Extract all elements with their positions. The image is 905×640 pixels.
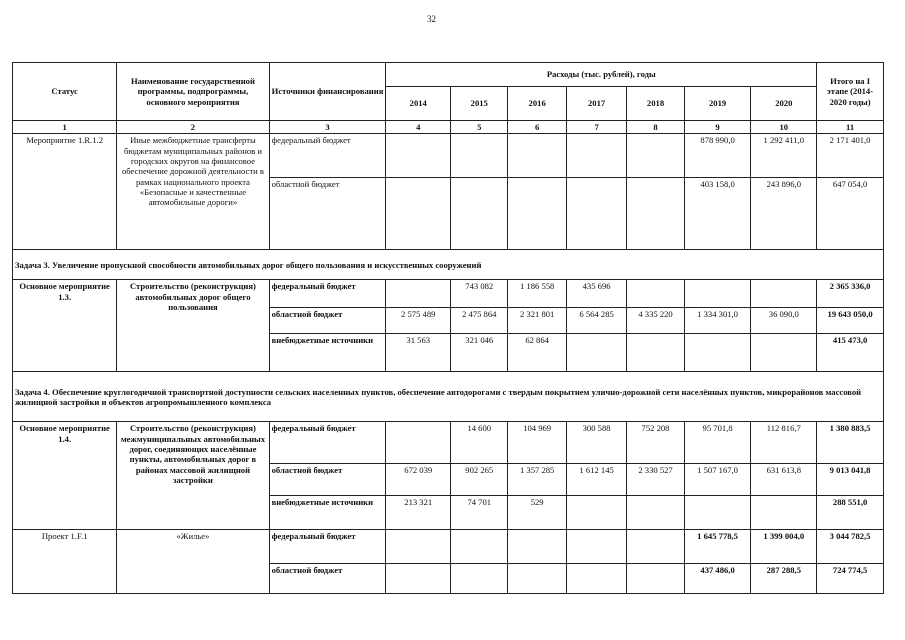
value-cell <box>508 564 566 594</box>
row-source: федеральный бюджет <box>269 134 386 178</box>
value-cell <box>386 134 451 178</box>
value-cell <box>566 496 627 530</box>
value-cell: 243 896,0 <box>751 178 817 250</box>
value-cell <box>627 564 684 594</box>
value-cell <box>386 422 451 464</box>
value-cell: 529 <box>508 496 566 530</box>
value-cell <box>508 178 566 250</box>
row-status: Проект 1.F.1 <box>13 530 117 594</box>
total-cell: 288 551,0 <box>817 496 884 530</box>
column-number: 1 <box>13 121 117 134</box>
header-year: 2016 <box>508 87 566 121</box>
expenses-table <box>12 62 884 594</box>
value-cell <box>751 280 817 308</box>
header-status: Статус <box>13 63 117 121</box>
total-cell: 9 013 041,8 <box>817 464 884 496</box>
total-cell: 19 643 050,0 <box>817 308 884 334</box>
value-cell: 1 507 167,0 <box>684 464 751 496</box>
page-number: 32 <box>427 14 436 24</box>
table-row <box>13 422 884 464</box>
value-cell: 4 335 220 <box>627 308 684 334</box>
value-cell: 36 090,0 <box>751 308 817 334</box>
value-cell <box>386 178 451 250</box>
table-row <box>13 134 884 178</box>
task-4-heading: Задача 4. Обеспечение круглогодичной транспортной доступности сельских населенных пунктов, обеспечение автодорогами с твердым покрытием улично-дорожной сети населённых пунктов, микрорайонов массовой жилищной застройки и объектов агропромышленного комплекса <box>13 372 884 422</box>
row-source: федеральный бюджет <box>269 422 386 464</box>
value-cell: 6 564 285 <box>566 308 627 334</box>
value-cell: 31 563 <box>386 334 451 372</box>
value-cell <box>451 530 508 564</box>
value-cell: 743 082 <box>451 280 508 308</box>
value-cell <box>751 496 817 530</box>
value-cell <box>684 280 751 308</box>
value-cell: 1 292 411,0 <box>751 134 817 178</box>
header-year: 2018 <box>627 87 684 121</box>
row-source: федеральный бюджет <box>269 530 386 564</box>
header-year: 2014 <box>386 87 451 121</box>
header-year: 2020 <box>751 87 817 121</box>
value-cell <box>386 530 451 564</box>
column-number: 5 <box>451 121 508 134</box>
value-cell <box>627 134 684 178</box>
value-cell: 321 046 <box>451 334 508 372</box>
value-cell: 2 575 489 <box>386 308 451 334</box>
task-row <box>13 250 884 280</box>
header-total: Итого на I этапе (2014-2020 годы) <box>817 63 884 121</box>
value-cell: 300 588 <box>566 422 627 464</box>
header-sources: Источники финансирования <box>269 63 386 121</box>
value-cell: 1 334 301,0 <box>684 308 751 334</box>
value-cell <box>451 134 508 178</box>
row-source: областной бюджет <box>269 464 386 496</box>
value-cell <box>566 134 627 178</box>
value-cell <box>508 530 566 564</box>
value-cell <box>684 334 751 372</box>
column-number: 11 <box>817 121 884 134</box>
value-cell <box>627 496 684 530</box>
value-cell: 213 321 <box>386 496 451 530</box>
value-cell <box>386 564 451 594</box>
value-cell <box>684 496 751 530</box>
row-source: внебюджетные источники <box>269 496 386 530</box>
column-number: 4 <box>386 121 451 134</box>
value-cell <box>386 280 451 308</box>
value-cell: 435 696 <box>566 280 627 308</box>
value-cell <box>566 564 627 594</box>
value-cell: 2 321 801 <box>508 308 566 334</box>
value-cell <box>566 530 627 564</box>
value-cell: 2 475 864 <box>451 308 508 334</box>
column-number: 8 <box>627 121 684 134</box>
row-name: Строительство (реконструкция) межмуниципальных автомобильных дорог, соединяющих населённые пункты, автомобильных дорог в районах массовой жилищной застройки <box>117 422 269 530</box>
value-cell <box>451 564 508 594</box>
column-number: 2 <box>117 121 269 134</box>
value-cell: 403 158,0 <box>684 178 751 250</box>
header-year: 2019 <box>684 87 751 121</box>
value-cell: 1 186 558 <box>508 280 566 308</box>
value-cell: 62 864 <box>508 334 566 372</box>
value-cell <box>566 178 627 250</box>
total-cell: 724 774,5 <box>817 564 884 594</box>
row-name: «Жилье» <box>117 530 269 594</box>
value-cell <box>566 334 627 372</box>
value-cell: 878 990,0 <box>684 134 751 178</box>
column-number: 6 <box>508 121 566 134</box>
value-cell <box>627 530 684 564</box>
total-cell: 2 365 336,0 <box>817 280 884 308</box>
value-cell <box>627 334 684 372</box>
value-cell: 1 645 778,5 <box>684 530 751 564</box>
row-source: областной бюджет <box>269 308 386 334</box>
row-status: Основное мероприятие 1.3. <box>13 280 117 372</box>
total-cell: 647 054,0 <box>817 178 884 250</box>
total-cell: 2 171 401,0 <box>817 134 884 178</box>
value-cell: 112 816,7 <box>751 422 817 464</box>
header-year: 2015 <box>451 87 508 121</box>
value-cell: 752 208 <box>627 422 684 464</box>
row-name: Строительство (реконструкция) автомобильных дорог общего пользования <box>117 280 269 372</box>
value-cell: 14 600 <box>451 422 508 464</box>
row-status: Основное мероприятие 1.4. <box>13 422 117 530</box>
column-number: 3 <box>269 121 386 134</box>
row-source: федеральный бюджет <box>269 280 386 308</box>
value-cell: 95 701,8 <box>684 422 751 464</box>
table-row <box>13 280 884 308</box>
header-year: 2017 <box>566 87 627 121</box>
row-status: Мероприятие 1.R.1.2 <box>13 134 117 250</box>
total-cell: 3 044 782,5 <box>817 530 884 564</box>
value-cell: 672 039 <box>386 464 451 496</box>
total-cell: 415 473,0 <box>817 334 884 372</box>
value-cell <box>627 178 684 250</box>
header-name: Наименование государственной программы, подпрограммы, основного мероприятия <box>117 63 269 121</box>
value-cell <box>751 334 817 372</box>
header-expenses: Расходы (тыс. рублей), годы <box>386 63 817 87</box>
task-3-heading: Задача 3. Увеличение пропускной способности автомобильных дорог общего пользования и искусственных сооружений <box>13 250 884 280</box>
value-cell: 437 486,0 <box>684 564 751 594</box>
value-cell: 631 613,8 <box>751 464 817 496</box>
row-source: областной бюджет <box>269 564 386 594</box>
value-cell: 1 612 145 <box>566 464 627 496</box>
table-row <box>13 530 884 564</box>
value-cell <box>508 134 566 178</box>
value-cell: 902 265 <box>451 464 508 496</box>
row-name: Иные межбюджетные трансферты бюджетам муниципальных районов и городских округов на финансовое обеспечение дорожной деятельности в рамках национального проекта «Безопасные и качественные автомобильные дороги» <box>117 134 269 250</box>
value-cell: 287 288,5 <box>751 564 817 594</box>
column-number: 9 <box>684 121 751 134</box>
value-cell: 104 969 <box>508 422 566 464</box>
value-cell: 2 330 527 <box>627 464 684 496</box>
total-cell: 1 380 883,5 <box>817 422 884 464</box>
column-number: 10 <box>751 121 817 134</box>
value-cell: 74 701 <box>451 496 508 530</box>
row-source: внебюджетные источники <box>269 334 386 372</box>
value-cell <box>451 178 508 250</box>
column-number: 7 <box>566 121 627 134</box>
task-row <box>13 372 884 422</box>
value-cell: 1 399 004,0 <box>751 530 817 564</box>
value-cell <box>627 280 684 308</box>
row-source: областной бюджет <box>269 178 386 250</box>
value-cell: 1 357 285 <box>508 464 566 496</box>
